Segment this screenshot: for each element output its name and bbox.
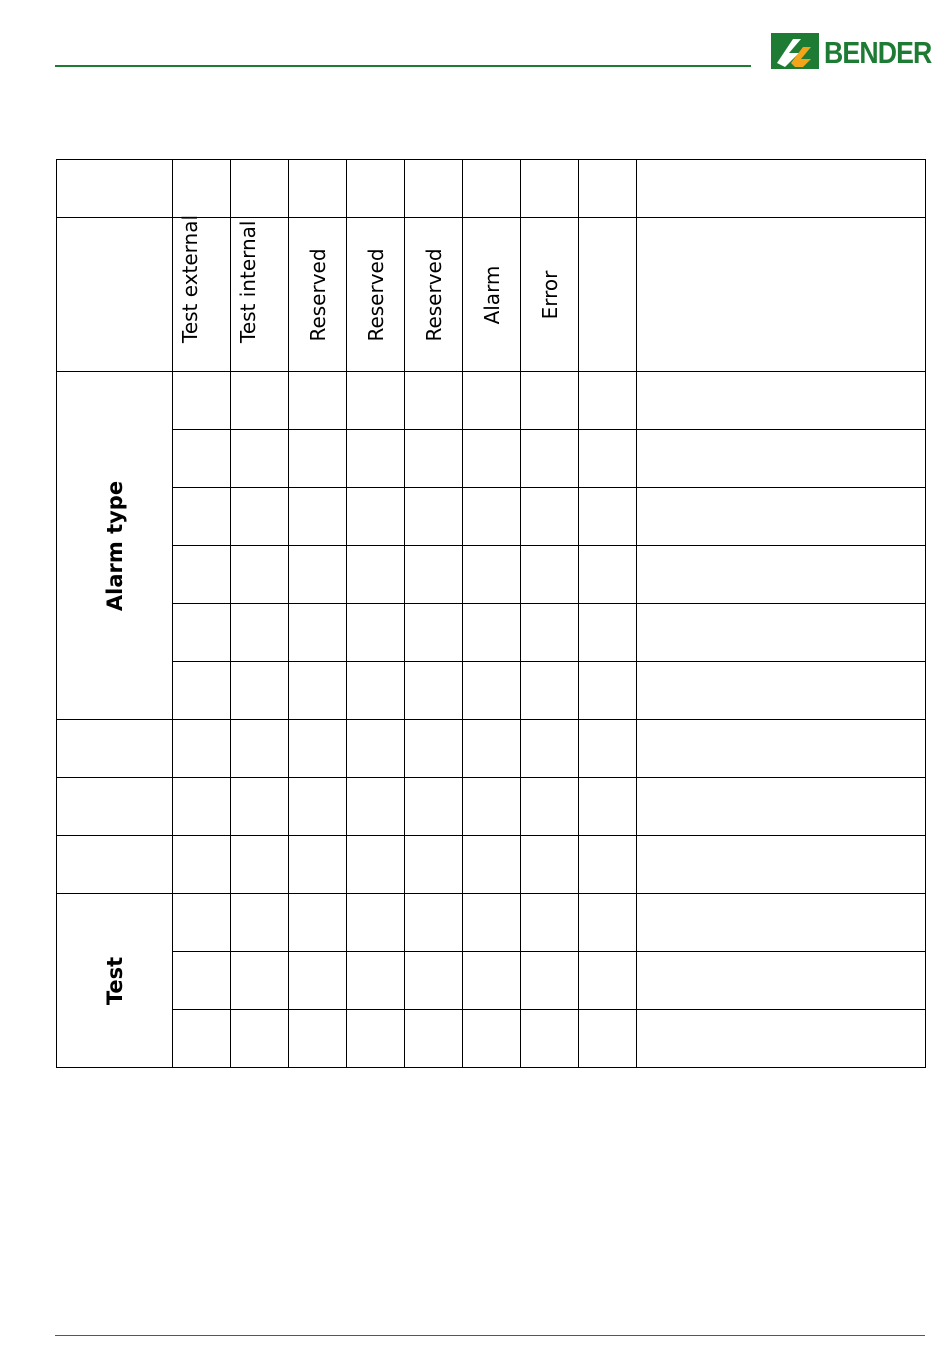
- col-header-error: Error: [537, 270, 562, 319]
- table-row: [57, 546, 926, 604]
- table-row: [57, 1010, 926, 1068]
- table-row: [57, 662, 926, 720]
- footer-rule: [55, 1335, 925, 1336]
- table-row: [57, 952, 926, 1010]
- table-row: [57, 720, 926, 778]
- table-row: [57, 604, 926, 662]
- col-header-test-internal: Test internal: [235, 220, 260, 343]
- register-table: [56, 159, 926, 1068]
- bender-logo: [771, 33, 931, 69]
- col-header-reserved-1: Reserved: [305, 247, 330, 342]
- table-row: [57, 430, 926, 488]
- col-header-reserved-3: Reserved: [421, 247, 446, 342]
- header-top-rule: [55, 65, 751, 67]
- col-header-reserved-2: Reserved: [363, 247, 388, 342]
- group-label-alarm-type: Alarm type: [102, 480, 127, 611]
- table-row: [57, 778, 926, 836]
- table-row: [57, 160, 926, 218]
- header-row: [57, 218, 926, 372]
- table-row: [57, 836, 926, 894]
- brand-name: BENDER: [824, 35, 932, 70]
- col-header-test-external: Test external: [177, 214, 202, 343]
- group-label-test: Test: [102, 956, 127, 1005]
- col-header-alarm: Alarm: [479, 265, 504, 324]
- table-row: [57, 372, 926, 430]
- lightning-bolt-icon: [771, 33, 819, 69]
- table-row: [57, 488, 926, 546]
- table-row: [57, 894, 926, 952]
